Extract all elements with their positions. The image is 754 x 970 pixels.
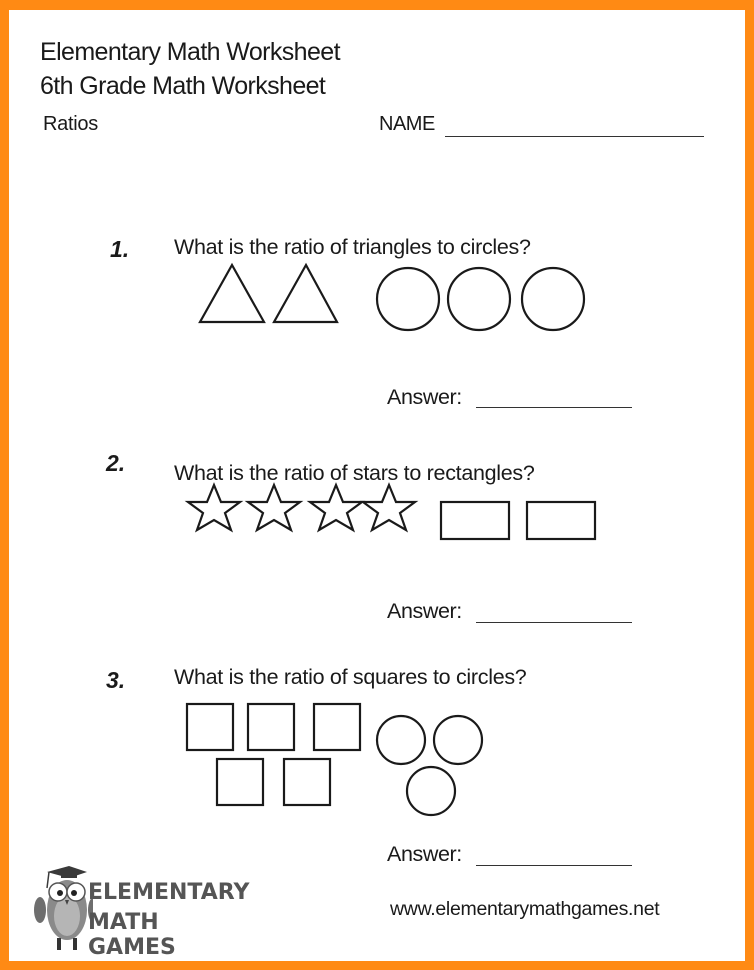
worksheet-subtitle: 6th Grade Math Worksheet bbox=[40, 72, 326, 100]
square-icon bbox=[284, 759, 330, 805]
owl-mascot-icon bbox=[33, 858, 93, 958]
square-icon bbox=[248, 704, 294, 750]
question-3-shapes bbox=[9, 10, 745, 961]
question-1-text: What is the ratio of triangles to circles? bbox=[174, 235, 531, 259]
circle-icon bbox=[377, 716, 425, 764]
elementary-math-games-logo bbox=[33, 858, 253, 958]
square-icon bbox=[217, 759, 263, 805]
website-url[interactable]: www.elementarymathgames.net bbox=[390, 898, 660, 920]
question-1-answer-label: Answer: bbox=[387, 385, 462, 409]
name-label: NAME bbox=[379, 113, 435, 135]
question-3-text: What is the ratio of squares to circles? bbox=[174, 665, 527, 689]
topic-label: Ratios bbox=[43, 113, 98, 135]
question-2-number: 2. bbox=[106, 450, 126, 476]
circle-icon bbox=[407, 767, 455, 815]
question-3-answer-line[interactable] bbox=[476, 865, 632, 866]
question-3-answer-label: Answer: bbox=[387, 842, 462, 866]
square-icon bbox=[187, 704, 233, 750]
worksheet-page bbox=[9, 10, 745, 961]
question-1-number: 1. bbox=[110, 236, 130, 262]
question-2-text: What is the ratio of stars to rectangles? bbox=[174, 461, 535, 485]
square-icon bbox=[314, 704, 360, 750]
logo-line-1: ELEMENTARY bbox=[88, 880, 250, 905]
question-3-number: 3. bbox=[106, 667, 126, 693]
circle-icon bbox=[434, 716, 482, 764]
worksheet-title: Elementary Math Worksheet bbox=[40, 38, 340, 66]
logo-line-2: MATH GAMES bbox=[88, 910, 176, 960]
question-2-answer-label: Answer: bbox=[387, 599, 462, 623]
